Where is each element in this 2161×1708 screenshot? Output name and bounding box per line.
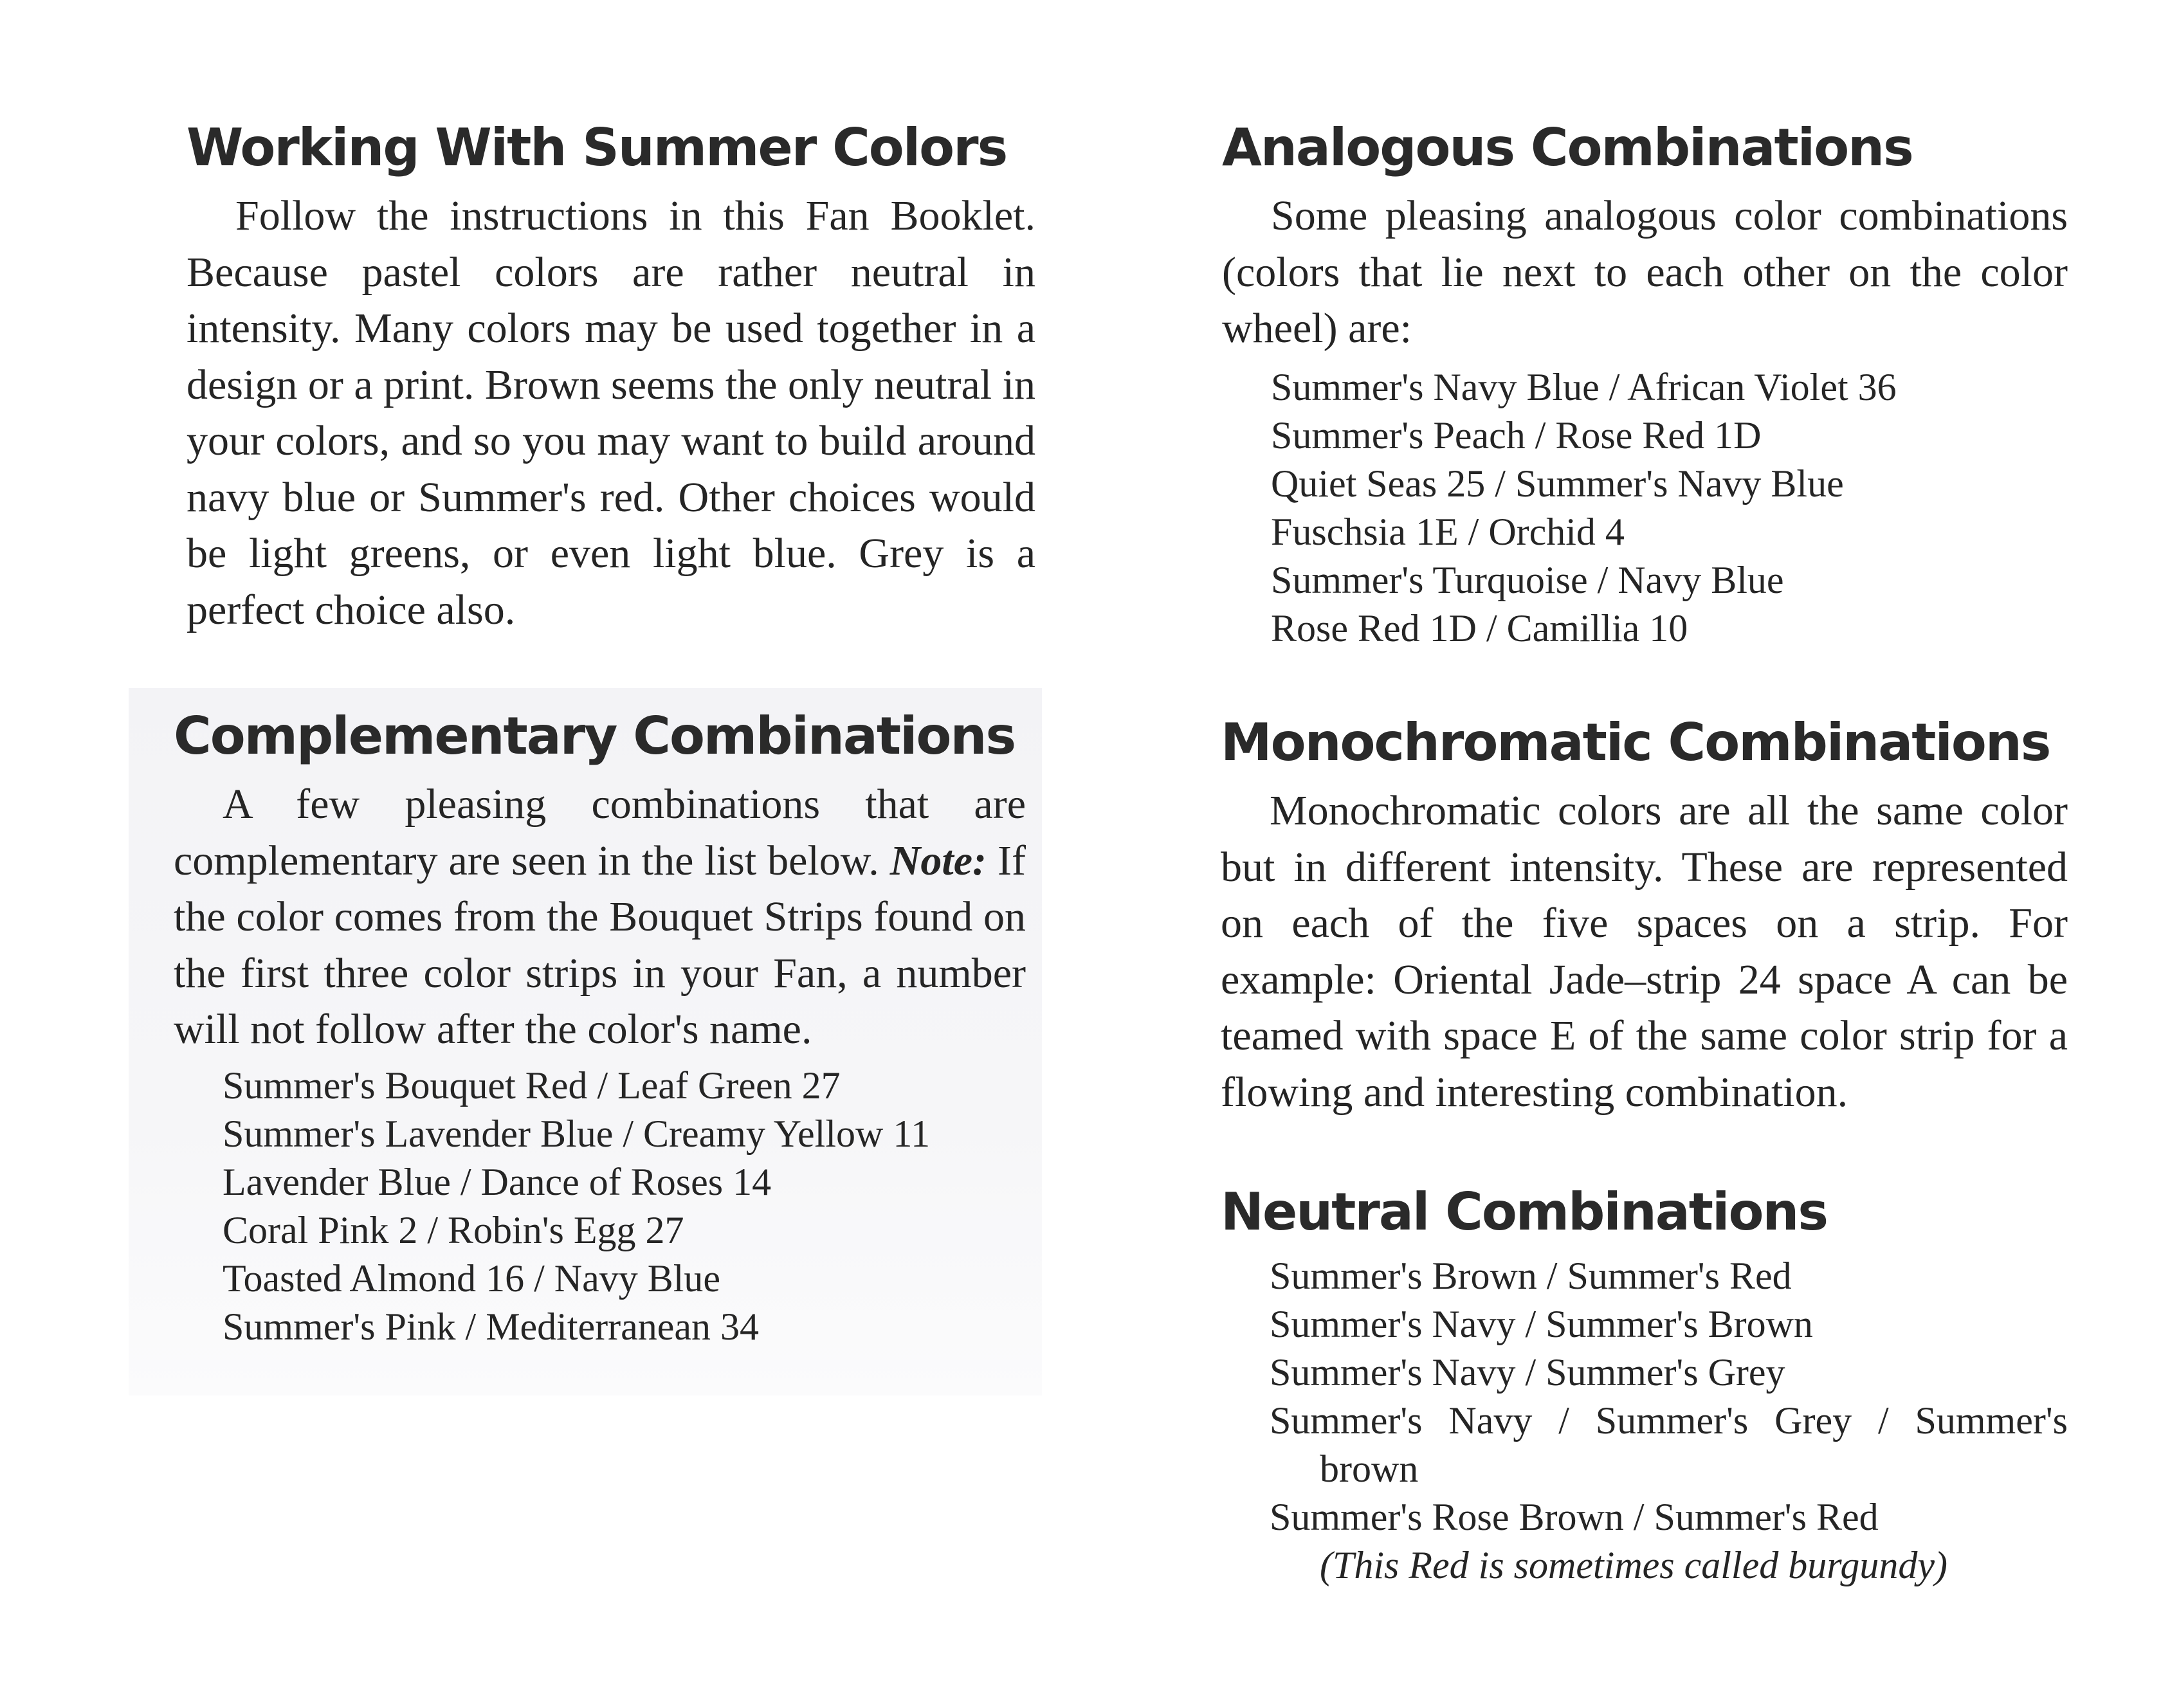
list-item: Summer's Pink / Mediterranean 34 (223, 1305, 759, 1348)
heading-neutral-combinations: Neutral Combinations (1221, 1182, 1827, 1242)
section-analogous-combinations (1222, 116, 2068, 653)
list-item: Summer's Navy Blue / African Violet 36 (1271, 365, 1897, 408)
heading-monochromatic-combinations: Monochromatic Combinations (1221, 713, 2050, 772)
burgundy-note: (This Red is sometimes called burgundy) (1320, 1544, 1947, 1586)
left-page (0, 0, 1080, 1708)
list-item: Toasted Almond 16 / Navy Blue (223, 1257, 721, 1300)
paragraph-working-with-summer-colors: Follow the instructions in this Fan Booklet. Because pastel colors are rather neutral in intensity. Many colors may be used together in a design or a print. Brown seems the only neutral in your colors, and so you may want to build around navy blue or Summer's red. Other choices would be light greens, or even light blue. Grey is a perfect choice also. (187, 192, 1035, 633)
section-monochromatic-combinations (1221, 711, 2068, 1120)
list-item: Fuschsia 1E / Orchid 4 (1271, 510, 1625, 553)
list-item: Summer's Bouquet Red / Leaf Green 27 (223, 1064, 841, 1107)
list-item: Rose Red 1D / Camillia 10 (1271, 606, 1688, 650)
list-item-note (1270, 1541, 2068, 1590)
list-item: Summer's Navy / Summer's Grey / Summer's brown (1270, 1399, 2068, 1490)
list-item: Coral Pink 2 / Robin's Egg 27 (223, 1208, 684, 1251)
heading-working-with-summer-colors: Working With Summer Colors (187, 118, 1007, 177)
list-item: Summer's Rose Brown / Summer's Red (1270, 1496, 1879, 1538)
note-label: Note: (889, 837, 987, 884)
paragraph-analogous-combinations: Some pleasing analogous color combinations (colors that lie next to each other on the color wheel) are: (1222, 192, 2068, 352)
paragraph-complementary-combinations (174, 776, 1026, 1058)
heading-complementary-combinations: Complementary Combinations (174, 706, 1016, 766)
list-item: Summer's Peach / Rose Red 1D (1271, 413, 1762, 457)
heading-analogous-combinations: Analogous Combinations (1222, 118, 1913, 177)
paragraph-complementary-text-2: If the color comes from the Bouquet Strips found on the first three color strips in your Fan, a number will not follow after the color's name. (174, 837, 1026, 1053)
list-item: Summer's Navy / Summer's Brown (1270, 1303, 1813, 1345)
list-item: Summer's Brown / Summer's Red (1270, 1255, 1792, 1297)
right-page (1080, 0, 2161, 1708)
complementary-list (174, 1062, 1026, 1351)
paragraph-monochromatic-combinations: Monochromatic colors are all the same color but in different intensity. These are represented on each of the five spaces on a strip. For example: Oriental Jade–strip 24 space A can be teamed with space E of the same color strip for a flowing and interesting combination. (1221, 787, 2068, 1116)
neutral-list (1221, 1252, 2068, 1590)
list-item: Summer's Lavender Blue / Creamy Yellow 11 (223, 1112, 931, 1155)
list-item: Lavender Blue / Dance of Roses 14 (223, 1160, 772, 1203)
section-complementary-combinations (174, 704, 1026, 1351)
list-item: Summer's Navy / Summer's Grey (1270, 1351, 1785, 1394)
analogous-list (1222, 363, 2068, 653)
list-item: Summer's Turquoise / Navy Blue (1271, 558, 1784, 601)
section-working-with-summer-colors (187, 116, 1035, 638)
section-neutral-combinations (1221, 1180, 2068, 1590)
list-item: Quiet Seas 25 / Summer's Navy Blue (1271, 462, 1844, 505)
paragraph-complementary-text-1: A few pleasing combinations that are complementary are seen in the list below. (174, 781, 1026, 884)
